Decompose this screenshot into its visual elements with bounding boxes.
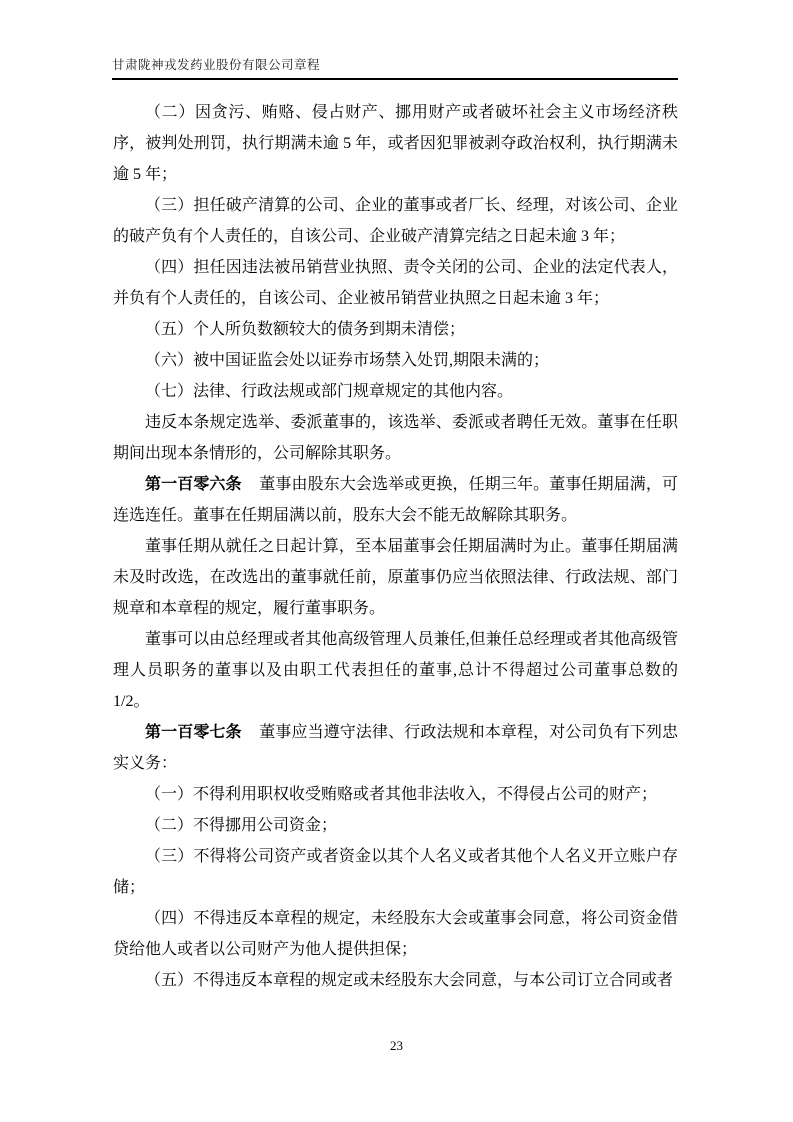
paragraph (113, 624, 678, 717)
paragraph (113, 531, 678, 624)
header-title: 甘肃陇神戎发药业股份有限公司章程 (112, 55, 678, 80)
paragraph (113, 965, 678, 996)
paragraph-text: （三）不得将公司资产或者资金以其个人名义或者其他个人名义开立账户存储； (113, 848, 678, 896)
paragraph-text: 违反本条规定选举、委派董事的，该选举、委派或者聘任无效。董事在任职期间出现本条情形的，公司解除其职务。 (113, 414, 678, 462)
paragraph (113, 314, 678, 345)
paragraph-text: 董事可以由总经理或者其他高级管理人员兼任,但兼任总经理或者其他高级管理人员职务的董事以及由职工代表担任的董事,总计不得超过公司董事总数的 1/2。 (113, 631, 678, 710)
paragraph-text: （五）个人所负数额较大的债务到期未清偿； (145, 321, 466, 338)
paragraph-text: （四）担任因违法被吊销营业执照、责令关闭的公司、企业的法定代表人，并负有个人责任的，自该公司、企业被吊销营业执照之日起未逾 3 年； (113, 259, 678, 307)
paragraph (113, 97, 678, 190)
page-number: 23 (390, 1038, 403, 1053)
paragraph-text: （六）被中国证监会处以证券市场禁入处罚,期限未满的； (145, 352, 550, 369)
paragraph-text: （二）因贪污、贿赂、侵占财产、挪用财产或者破坏社会主义市场经济秩序，被判处刑罚，执行期满未逾 5 年，或者因犯罪被剥夺政治权利，执行期满未逾 5 年； (113, 104, 678, 183)
paragraph-text: 董事任期从就任之日起计算，至本届董事会任期届满时为止。董事任期届满未及时改选，在改选出的董事就任前，原董事仍应当依照法律、行政法规、部门规章和本章程的规定，履行董事职务。 (113, 538, 678, 617)
paragraph (113, 810, 678, 841)
paragraph-text: （二）不得挪用公司资金； (145, 817, 338, 834)
paragraph (113, 841, 678, 903)
paragraph (113, 376, 678, 407)
paragraph-article-106 (113, 469, 678, 531)
paragraph (113, 903, 678, 965)
document-body (113, 97, 678, 996)
article-number: 第一百零七条 (145, 724, 242, 741)
paragraph-article-107 (113, 717, 678, 779)
paragraph-text: （五）不得违反本章程的规定或未经股东大会同意，与本公司订立合同或者 (145, 972, 674, 989)
paragraph (113, 345, 678, 376)
paragraph-text: （三）担任破产清算的公司、企业的董事或者厂长、经理，对该公司、企业的破产负有个人责任的，自该公司、企业破产清算完结之日起未逾 3 年； (113, 197, 678, 245)
paragraph (113, 190, 678, 252)
page-header (112, 0, 678, 80)
paragraph-text: （七）法律、行政法规或部门规章规定的其他内容。 (145, 383, 514, 400)
paragraph-text: 董事应当遵守法律、行政法规和本章程，对公司负有下列忠实义务： (113, 724, 678, 772)
paragraph-text: 董事由股东大会选举或更换，任期三年。董事任期届满，可连选连任。董事在任期届满以前，股东大会不能无故解除其职务。 (113, 476, 678, 524)
paragraph (113, 407, 678, 469)
paragraph-text: （一）不得利用职权收受贿赂或者其他非法收入，不得侵占公司的财产； (145, 786, 658, 803)
article-number: 第一百零六条 (145, 476, 242, 493)
paragraph (113, 779, 678, 810)
paragraph-text: （四）不得违反本章程的规定，未经股东大会或董事会同意，将公司资金借贷给他人或者以公司财产为他人提供担保； (113, 910, 678, 958)
paragraph (113, 252, 678, 314)
